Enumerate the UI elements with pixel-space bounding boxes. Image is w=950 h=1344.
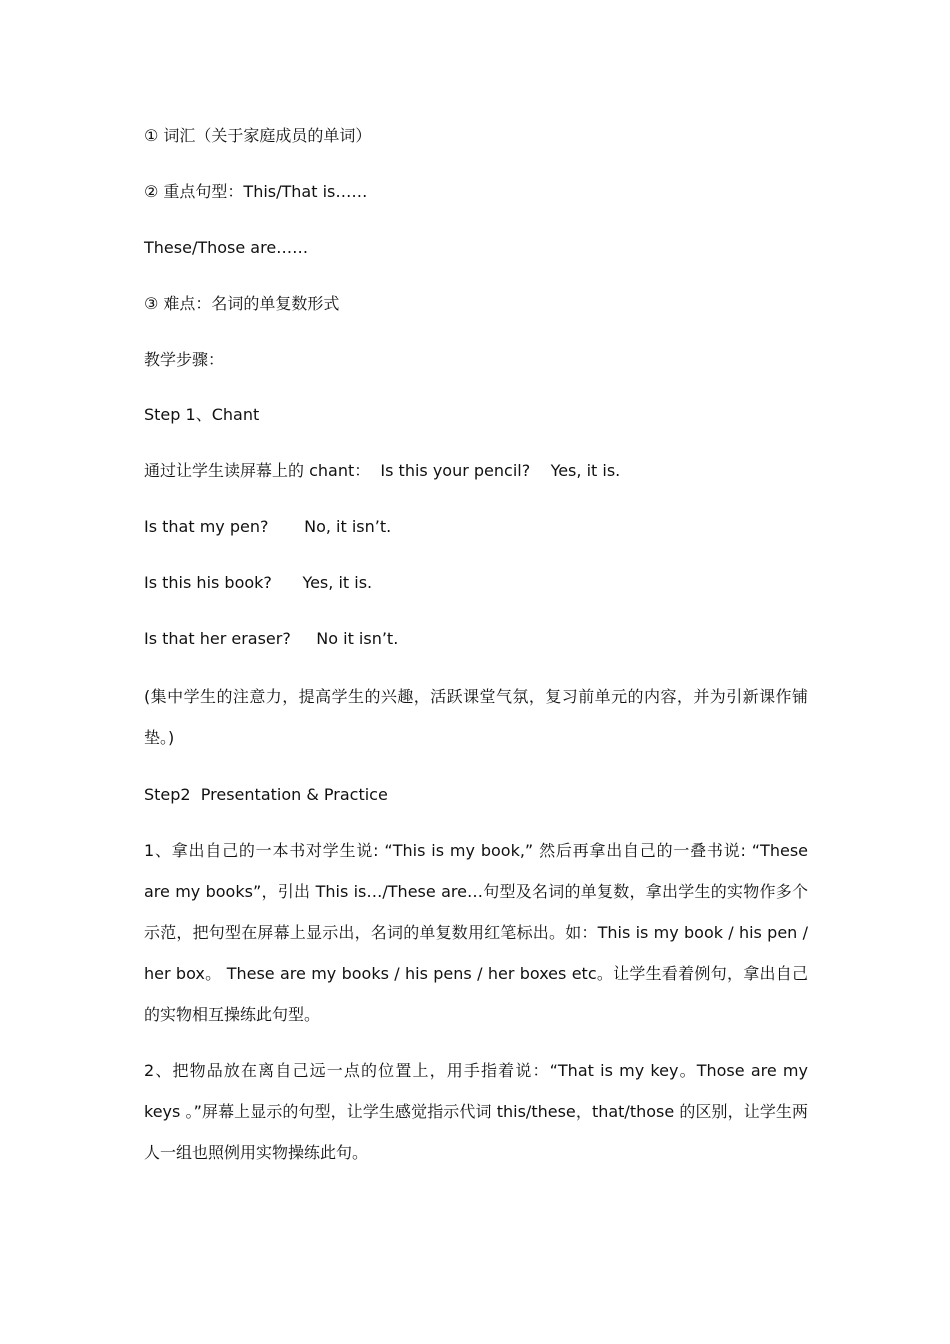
step2-item-1: 1、拿出自己的一本书对学生说: “This is my book,” 然后再拿出自己的一叠书说: “These are my books”，引出 This is…/These are…句型及名词的单复数，拿出学生的实物作多个示范，把句型在屏幕上显示出，名词的单复数用红笔标出。如：This is my book / his pen / her box。 These are my books / his pens / her boxes etc。让学生看着例句，拿出自己的实物相互操练此句型。 — [144, 841, 808, 1024]
chant-line-2: Is that my pen? No, it isn’t. — [144, 517, 392, 536]
step1-note: (集中学生的注意力，提高学生的兴趣，活跃课堂气氛，复习前单元的内容，并为引新课作铺垫。) — [144, 687, 808, 747]
chant-line-4: Is that her eraser? No it isn’t. — [144, 629, 399, 648]
teaching-steps-heading: 教学步骤： — [144, 350, 225, 369]
step1-title: Step 1、Chant — [144, 405, 260, 424]
vocabulary-line: ① 词汇（关于家庭成员的单词） — [144, 126, 372, 145]
chant-line-1: 通过让学生读屏幕上的 chant： Is this your pencil? Yes, it is. — [144, 461, 621, 480]
difficulty-line: ③ 难点：名词的单复数形式 — [144, 294, 340, 313]
key-sentence-line: ② 重点句型：This/That is…… — [144, 182, 368, 201]
chant-line-3: Is this his book? Yes, it is. — [144, 573, 373, 592]
step2-item-2: 2、把物品放在离自己远一点的位置上，用手指着说：“That is my key。Those are my keys 。”屏幕上显示的句型，让学生感觉指示代词 this/these，that/those 的区别，让学生两人一组也照例用实物操练此句。 — [144, 1061, 808, 1162]
step2-title: Step2 Presentation & Practice — [144, 785, 388, 804]
key-sentence-plural-line: These/Those are…… — [144, 238, 309, 257]
